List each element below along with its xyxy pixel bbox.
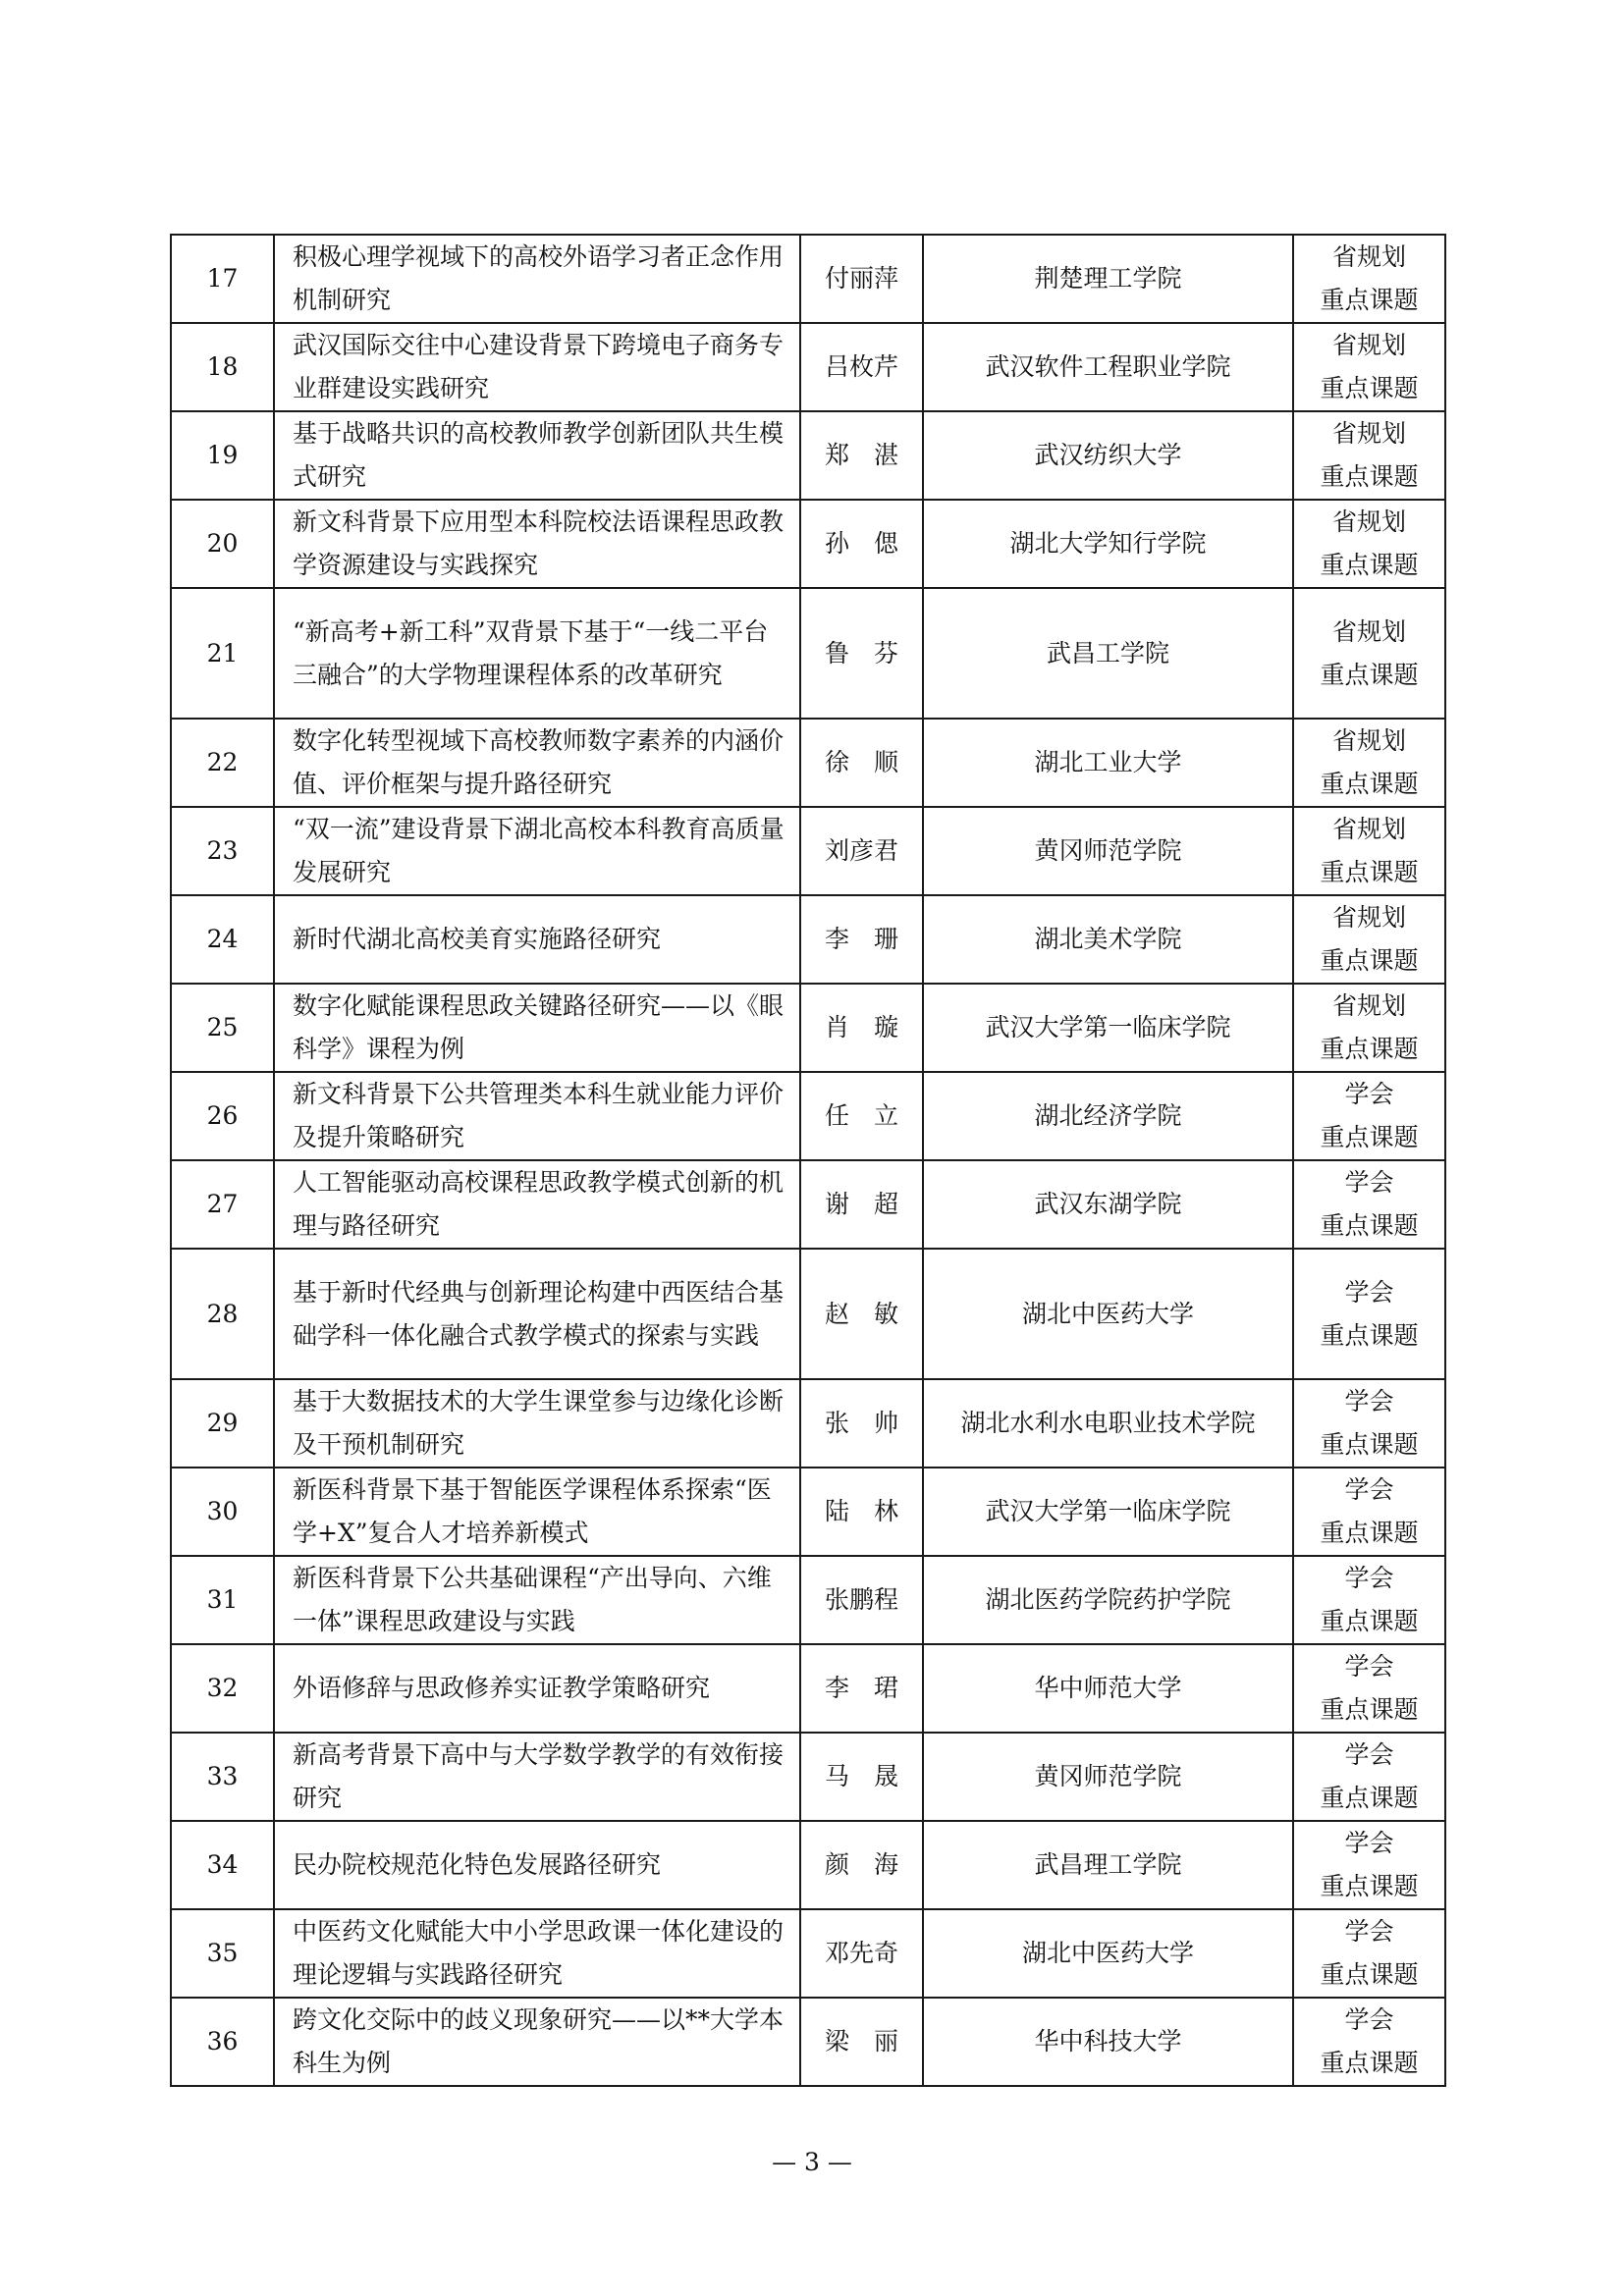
project-title: 数字化转型视域下高校教师数字素养的内涵价值、评价框架与提升路径研究 [274,719,800,807]
institution-name: 湖北美术学院 [923,895,1293,984]
row-number: 17 [171,235,274,323]
row-number: 30 [171,1468,274,1556]
project-title: 新高考背景下高中与大学数学教学的有效衔接研究 [274,1733,800,1821]
principal-name: 谢 超 [800,1160,923,1249]
principal-name: 鲁 芬 [800,588,923,719]
table-row [171,895,1445,984]
category-level: 学会 [1344,1829,1394,1857]
principal-name: 李 珺 [800,1644,923,1733]
project-category [1293,1821,1445,1909]
table-row [171,1998,1445,2086]
principal-name: 肖 璇 [800,984,923,1072]
project-title: 数字化赋能课程思政关键路径研究——以《眼科学》课程为例 [274,984,800,1072]
project-category [1293,1644,1445,1733]
row-number: 36 [171,1998,274,2086]
category-kind: 重点课题 [1320,858,1419,886]
principal-name: 吕枚芹 [800,323,923,411]
category-level: 学会 [1344,1564,1394,1592]
row-number: 19 [171,411,274,500]
project-title: 新文科背景下公共管理类本科生就业能力评价及提升策略研究 [274,1072,800,1160]
project-category [1293,323,1445,411]
project-category [1293,1379,1445,1468]
category-kind: 重点课题 [1320,1607,1419,1635]
project-category [1293,1998,1445,2086]
principal-name: 任 立 [800,1072,923,1160]
category-kind: 重点课题 [1320,1519,1419,1547]
project-title: 基于大数据技术的大学生课堂参与边缘化诊断及干预机制研究 [274,1379,800,1468]
project-category [1293,1468,1445,1556]
table-row [171,588,1445,719]
project-category [1293,235,1445,323]
project-title: 积极心理学视域下的高校外语学习者正念作用机制研究 [274,235,800,323]
category-level: 学会 [1344,1387,1394,1415]
institution-name: 武汉东湖学院 [923,1160,1293,1249]
row-number: 24 [171,895,274,984]
project-category [1293,1072,1445,1160]
institution-name: 武昌理工学院 [923,1821,1293,1909]
project-category [1293,1556,1445,1644]
table-body [171,235,1445,2086]
category-level: 学会 [1344,1652,1394,1681]
project-category [1293,1249,1445,1379]
project-category [1293,500,1445,588]
institution-name: 荆楚理工学院 [923,235,1293,323]
institution-name: 湖北医药学院药护学院 [923,1556,1293,1644]
table-row [171,1072,1445,1160]
project-category [1293,588,1445,719]
row-number: 18 [171,323,274,411]
project-title: 新医科背景下基于智能医学课程体系探索“医学+X”复合人才培养新模式 [274,1468,800,1556]
category-kind: 重点课题 [1320,1211,1419,1240]
table-row [171,1468,1445,1556]
institution-name: 湖北经济学院 [923,1072,1293,1160]
row-number: 33 [171,1733,274,1821]
row-number: 31 [171,1556,274,1644]
principal-name: 马 晟 [800,1733,923,1821]
table-row [171,1909,1445,1998]
project-category [1293,1733,1445,1821]
principal-name: 张鹏程 [800,1556,923,1644]
institution-name: 湖北大学知行学院 [923,500,1293,588]
project-category [1293,411,1445,500]
table-row [171,1249,1445,1379]
category-level: 学会 [1344,1740,1394,1769]
institution-name: 武汉大学第一临床学院 [923,1468,1293,1556]
table-row [171,1556,1445,1644]
project-title: “新高考+新工科”双背景下基于“一线二平台三融合”的大学物理课程体系的改革研究 [274,588,800,719]
institution-name: 湖北水利水电职业技术学院 [923,1379,1293,1468]
institution-name: 武昌工学院 [923,588,1293,719]
page-number: — 3 — [772,2148,852,2176]
row-number: 32 [171,1644,274,1733]
category-level: 省规划 [1331,507,1406,536]
table-row [171,719,1445,807]
project-title: 新时代湖北高校美育实施路径研究 [274,895,800,984]
row-number: 34 [171,1821,274,1909]
institution-name: 华中科技大学 [923,1998,1293,2086]
project-list-table [170,234,1446,2087]
category-level: 学会 [1344,1277,1394,1307]
category-kind: 重点课题 [1320,1123,1419,1151]
institution-name: 华中师范大学 [923,1644,1293,1733]
row-number: 29 [171,1379,274,1468]
principal-name: 郑 湛 [800,411,923,500]
institution-name: 黄冈师范学院 [923,1733,1293,1821]
table-row [171,807,1445,895]
row-number: 35 [171,1909,274,1998]
table-row [171,1733,1445,1821]
principal-name: 付丽萍 [800,235,923,323]
principal-name: 梁 丽 [800,1998,923,2086]
row-number: 26 [171,1072,274,1160]
table-row [171,500,1445,588]
category-kind: 重点课题 [1320,770,1419,798]
category-level: 省规划 [1331,616,1406,646]
project-title: 跨文化交际中的歧义现象研究——以**大学本科生为例 [274,1998,800,2086]
project-title: 基于战略共识的高校教师教学创新团队共生模式研究 [274,411,800,500]
institution-name: 黄冈师范学院 [923,807,1293,895]
category-kind: 重点课题 [1320,1784,1419,1812]
row-number: 28 [171,1249,274,1379]
category-kind: 重点课题 [1320,286,1419,314]
project-title: 中医药文化赋能大中小学思政课一体化建设的理论逻辑与实践路径研究 [274,1909,800,1998]
principal-name: 徐 顺 [800,719,923,807]
category-level: 学会 [1344,1168,1394,1197]
principal-name: 赵 敏 [800,1249,923,1379]
institution-name: 湖北中医药大学 [923,1249,1293,1379]
project-category [1293,1909,1445,1998]
row-number: 27 [171,1160,274,1249]
project-title: “双一流”建设背景下湖北高校本科教育高质量发展研究 [274,807,800,895]
category-level: 省规划 [1331,991,1406,1020]
row-number: 25 [171,984,274,1072]
category-kind: 重点课题 [1320,946,1419,975]
project-title: 人工智能驱动高校课程思政教学模式创新的机理与路径研究 [274,1160,800,1249]
institution-name: 武汉纺织大学 [923,411,1293,500]
institution-name: 武汉软件工程职业学院 [923,323,1293,411]
institution-name: 湖北中医药大学 [923,1909,1293,1998]
institution-name: 武汉大学第一临床学院 [923,984,1293,1072]
category-level: 学会 [1344,1080,1394,1108]
category-level: 学会 [1344,1917,1394,1946]
project-category [1293,719,1445,807]
principal-name: 张 帅 [800,1379,923,1468]
table-row [171,411,1445,500]
category-level: 省规划 [1331,903,1406,932]
row-number: 23 [171,807,274,895]
category-kind: 重点课题 [1320,1872,1419,1900]
project-title: 民办院校规范化特色发展路径研究 [274,1821,800,1909]
project-title: 新医科背景下公共基础课程“产出导向、六维一体”课程思政建设与实践 [274,1556,800,1644]
row-number: 22 [171,719,274,807]
category-kind: 重点课题 [1320,1695,1419,1724]
category-level: 省规划 [1331,331,1406,359]
category-level: 学会 [1344,2005,1394,2034]
project-title: 基于新时代经典与创新理论构建中西医结合基础学科一体化融合式教学模式的探索与实践 [274,1249,800,1379]
category-level: 省规划 [1331,419,1406,448]
row-number: 21 [171,588,274,719]
category-level: 省规划 [1331,242,1406,271]
project-title: 新文科背景下应用型本科院校法语课程思政教学资源建设与实践探究 [274,500,800,588]
table-row [171,1644,1445,1733]
principal-name: 陆 林 [800,1468,923,1556]
principal-name: 刘彦君 [800,807,923,895]
table-row [171,1821,1445,1909]
project-category [1293,895,1445,984]
project-category [1293,1160,1445,1249]
category-level: 省规划 [1331,726,1406,755]
principal-name: 邓先奇 [800,1909,923,1998]
category-kind: 重点课题 [1320,660,1419,689]
institution-name: 湖北工业大学 [923,719,1293,807]
table-row [171,1379,1445,1468]
category-kind: 重点课题 [1320,462,1419,491]
principal-name: 孙 偲 [800,500,923,588]
category-kind: 重点课题 [1320,1430,1419,1459]
principal-name: 李 珊 [800,895,923,984]
principal-name: 颜 海 [800,1821,923,1909]
project-title: 武汉国际交往中心建设背景下跨境电子商务专业群建设实践研究 [274,323,800,411]
category-kind: 重点课题 [1320,374,1419,402]
row-number: 20 [171,500,274,588]
category-kind: 重点课题 [1320,1960,1419,1989]
table-row [171,984,1445,1072]
category-kind: 重点课题 [1320,1035,1419,1063]
table-row [171,1160,1445,1249]
project-category [1293,984,1445,1072]
project-title: 外语修辞与思政修养实证教学策略研究 [274,1644,800,1733]
category-kind: 重点课题 [1320,1320,1419,1350]
category-level: 学会 [1344,1475,1394,1504]
category-kind: 重点课题 [1320,2049,1419,2077]
table-row [171,235,1445,323]
category-kind: 重点课题 [1320,551,1419,579]
table-row [171,323,1445,411]
category-level: 省规划 [1331,815,1406,843]
project-category [1293,807,1445,895]
